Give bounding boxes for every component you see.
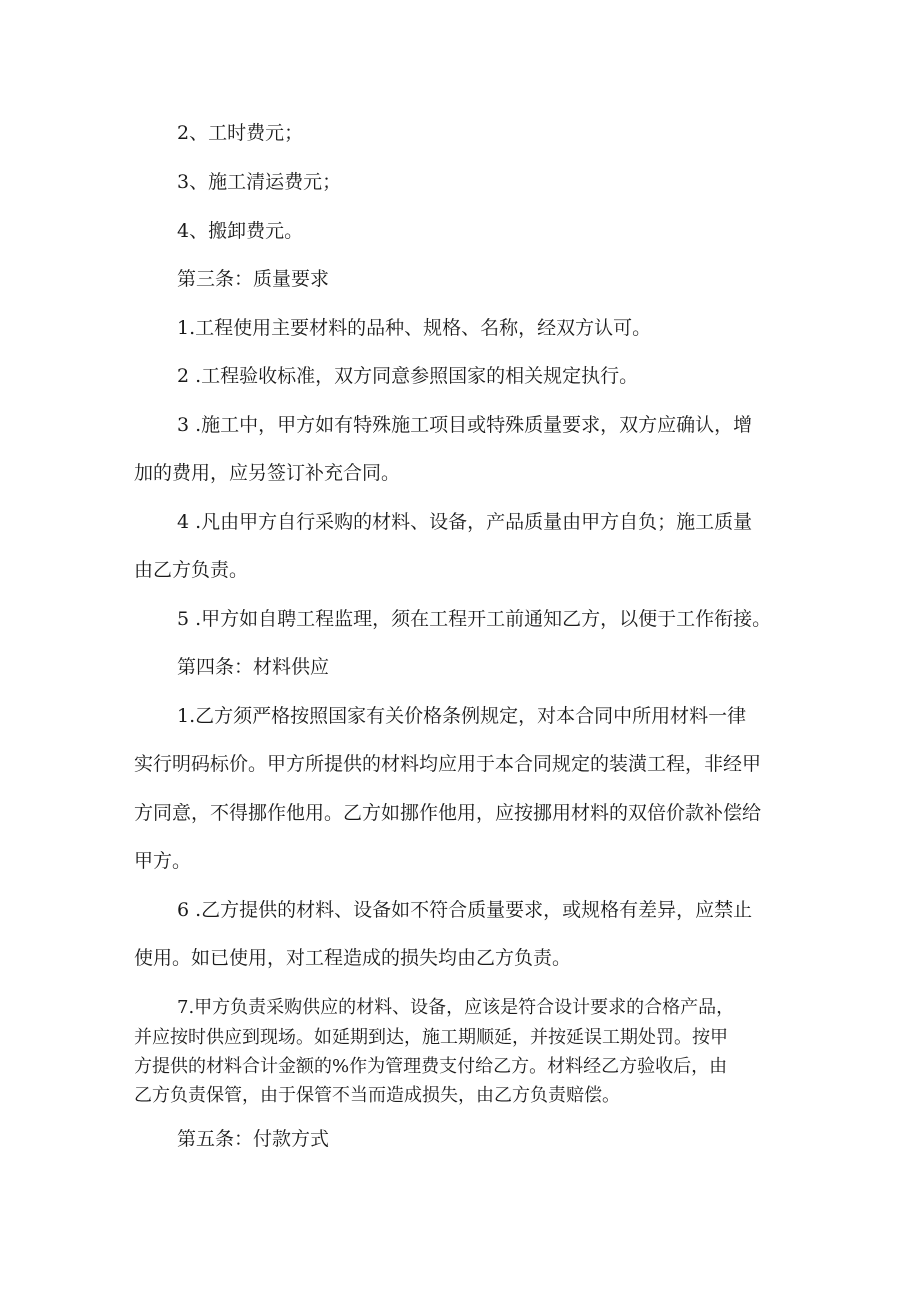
section-heading-article-5: 第五条：付款方式: [177, 1128, 330, 1150]
supply-clause-6-line-1: 6 .乙方提供的材料、设备如不符合质量要求，或规格有差异，应禁止: [177, 899, 753, 921]
fee-item-3: 3、施工清运费元；: [177, 171, 342, 193]
supply-clause-7-line-2: 并应按时供应到现场。如延期到达，施工期顺延，并按延误工期处罚。按甲: [134, 1027, 728, 1048]
quality-clause-4-line-1: 4 .凡由甲方自行采购的材料、设备，产品质量由甲方自负；施工质量: [177, 511, 753, 533]
quality-clause-4-line-2: 由乙方负责。: [134, 559, 249, 581]
supply-clause-1-line-2: 实行明码标价。甲方所提供的材料均应用于本合同规定的装潢工程，非经甲: [134, 753, 762, 775]
supply-clause-1-line-4: 甲方。: [134, 850, 192, 872]
quality-clause-1: 1.工程使用主要材料的品种、规格、名称，经双方认可。: [177, 317, 652, 339]
fee-item-2: 2、工时费元；: [177, 122, 304, 144]
quality-clause-2: 2 .工程验收标准，双方同意参照国家的相关规定执行。: [177, 365, 639, 387]
section-heading-article-4: 第四条：材料供应: [177, 656, 330, 678]
fee-item-4: 4、搬卸费元。: [177, 220, 304, 242]
supply-clause-1-line-1: 1.乙方须严格按照国家有关价格条例规定，对本合同中所用材料一律: [177, 705, 747, 727]
supply-clause-7-line-4: 乙方负责保管，由于保管不当而造成损失，由乙方负责赔偿。: [134, 1085, 620, 1106]
supply-clause-6-line-2: 使用。如已使用，对工程造成的损失均由乙方负责。: [134, 947, 572, 969]
supply-clause-1-line-3: 方同意，不得挪作他用。乙方如挪作他用，应按挪用材料的双倍价款补偿给: [134, 802, 762, 824]
supply-clause-7-line-1: 7.甲方负责采购供应的材料、设备，应该是符合设计要求的合格产品，: [177, 997, 735, 1018]
supply-clause-7-line-3: 方提供的材料合计金额的%作为管理费支付给乙方。材料经乙方验收后，由: [134, 1056, 728, 1077]
quality-clause-5: 5 .甲方如自聘工程监理，须在工程开工前通知乙方，以便于工作衔接。: [177, 608, 772, 630]
section-heading-article-3: 第三条：质量要求: [177, 268, 330, 290]
quality-clause-3-line-1: 3 .施工中，甲方如有特殊施工项目或特殊质量要求，双方应确认，增: [177, 414, 753, 436]
quality-clause-3-line-2: 加的费用，应另签订补充合同。: [134, 462, 401, 484]
